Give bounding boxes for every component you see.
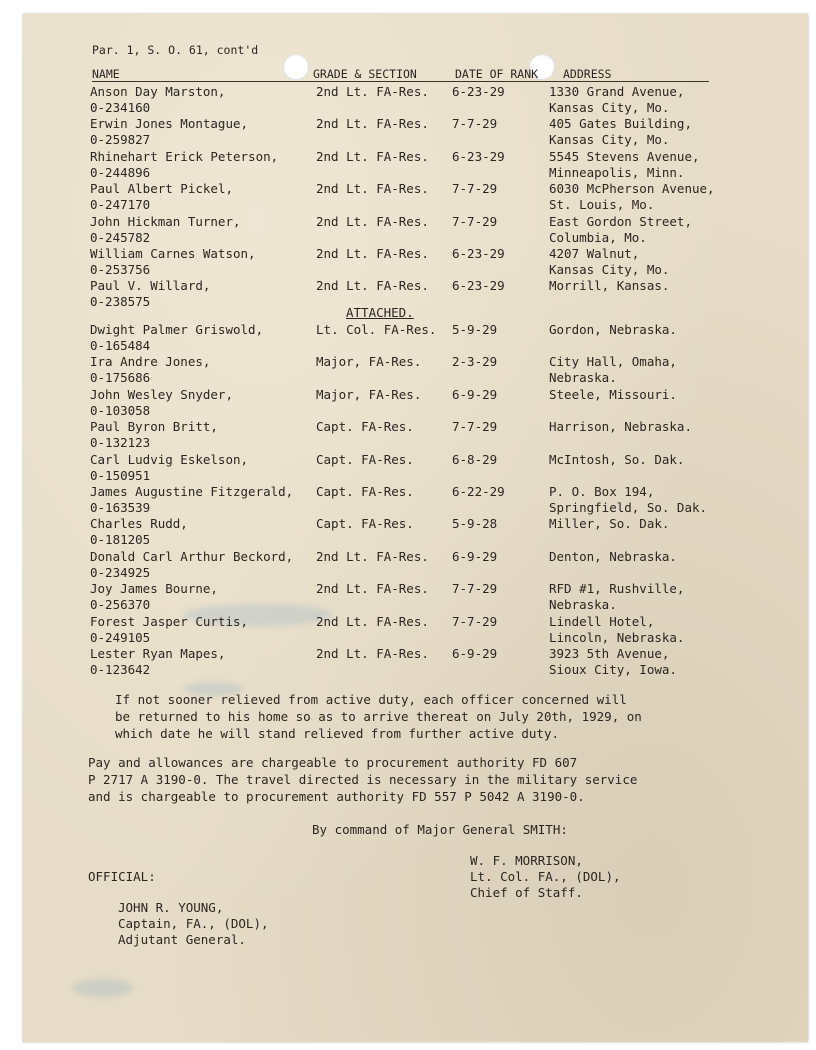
order-reference: Par. 1, S. O. 61, cont'd (92, 43, 259, 57)
officer-address-line: East Gordon Street, (549, 213, 692, 229)
officer-address-line: 3923 5th Avenue, (549, 646, 670, 661)
officer-date-of-rank: 7-7-29 (452, 613, 498, 629)
officer-name: Paul V. Willard, (90, 278, 211, 294)
officer-name: Erwin Jones Montague, (90, 116, 249, 132)
officer-name: Paul Byron Britt, (90, 419, 218, 435)
officer-serial-number: 0-259827 (90, 132, 151, 148)
paragraph-line: If not sooner relieved from active duty, each officer concerned will (115, 692, 627, 707)
officer-grade-section: 2nd Lt. FA-Res. (316, 181, 429, 197)
officer-grade-section: 2nd Lt. FA-Res. (316, 84, 429, 99)
officer-date-of-rank: 6-23-29 (452, 148, 505, 164)
signer-rank: Lt. Col. FA., (DOL), (470, 869, 621, 884)
officer-date-of-rank: 2-3-29 (452, 354, 498, 370)
officer-serial-number: 0-245782 (90, 229, 151, 245)
officer-address-line: Morrill, Kansas. (549, 278, 670, 294)
officer-address-line: City Hall, Omaha, (549, 354, 677, 370)
officer-serial-number: 0-163539 (90, 500, 151, 515)
officer-name: Lester Ryan Mapes, (90, 646, 226, 661)
officer-grade-section: Capt. FA-Res. (316, 516, 414, 532)
officer-name: William Carnes Watson, (90, 246, 256, 261)
officer-serial-number: 0-234925 (90, 564, 151, 580)
officer-address-line: McIntosh, So. Dak. (549, 451, 685, 467)
paragraph-line: P 2717 A 3190-0. The travel directed is necessary in the military service (88, 772, 638, 787)
officer-address-line: Nebraska. (549, 597, 617, 613)
officer-date-of-rank: 6-9-29 (452, 386, 498, 402)
officer-name: John Wesley Snyder, (90, 386, 233, 402)
officer-date-of-rank: 6-22-29 (452, 484, 505, 499)
officer-grade-section: 2nd Lt. FA-Res. (316, 278, 429, 294)
officer-address-line: Harrison, Nebraska. (549, 419, 692, 435)
officer-date-of-rank: 6-8-29 (452, 451, 498, 467)
officer-address-line: Sioux City, Iowa. (549, 662, 677, 677)
officer-date-of-rank: 7-7-29 (452, 581, 498, 597)
officer-date-of-rank: 6-9-29 (452, 548, 498, 564)
officer-grade-section: Capt. FA-Res. (316, 451, 414, 467)
official-label: OFFICIAL: (88, 869, 156, 884)
officer-serial-number: 0-256370 (90, 597, 151, 613)
command-line: By command of Major General SMITH: (312, 822, 568, 837)
officer-address-line: Steele, Missouri. (549, 386, 677, 402)
column-header-address: ADDRESS (563, 67, 612, 81)
officer-grade-section: 2nd Lt. FA-Res. (316, 581, 429, 597)
officer-date-of-rank: 6-9-29 (452, 646, 498, 661)
officer-date-of-rank: 5-9-28 (452, 516, 498, 532)
officer-address-line: Minneapolis, Minn. (549, 164, 685, 180)
officer-address-line: 5545 Stevens Avenue, (549, 148, 700, 164)
officer-grade-section: 2nd Lt. FA-Res. (316, 548, 429, 564)
officer-serial-number: 0-253756 (90, 262, 151, 277)
signer-name: W. F. MORRISON, (470, 853, 583, 868)
officer-date-of-rank: 7-7-29 (452, 116, 498, 132)
officer-name: Dwight Palmer Griswold, (90, 322, 264, 337)
officer-name: Rhinehart Erick Peterson, (90, 148, 279, 164)
officer-date-of-rank: 6-23-29 (452, 84, 505, 99)
ink-smudge (73, 979, 133, 997)
officer-address-line: RFD #1, Rushville, (549, 581, 685, 597)
attached-heading: ATTACHED. (346, 305, 414, 320)
officer-serial-number: 0-132123 (90, 435, 151, 451)
officer-name: Forest Jasper Curtis, (90, 613, 249, 629)
officer-serial-number: 0-249105 (90, 629, 151, 645)
officer-grade-section: 2nd Lt. FA-Res. (316, 213, 429, 229)
officer-address-line: Kansas City, Mo. (549, 100, 670, 115)
officer-serial-number: 0-165484 (90, 338, 151, 353)
column-header-grade: GRADE & SECTION (313, 67, 417, 81)
officer-name: Ira Andre Jones, (90, 354, 211, 370)
officer-serial-number: 0-103058 (90, 402, 151, 418)
officer-address-line: Lindell Hotel, (549, 613, 655, 629)
officer-address-line: Denton, Nebraska. (549, 548, 677, 564)
officer-serial-number: 0-181205 (90, 532, 151, 548)
officer-address-line: 1330 Grand Avenue, (549, 84, 685, 99)
officer-serial-number: 0-234160 (90, 100, 151, 115)
officer-date-of-rank: 7-7-29 (452, 419, 498, 435)
officer-grade-section: Capt. FA-Res. (316, 419, 414, 435)
officer-grade-section: 2nd Lt. FA-Res. (316, 116, 429, 132)
officer-grade-section: Lt. Col. FA-Res. (316, 322, 437, 337)
officer-address-line: P. O. Box 194, (549, 484, 655, 499)
officer-serial-number: 0-150951 (90, 467, 151, 483)
officer-date-of-rank: 7-7-29 (452, 181, 498, 197)
adjutant-name: JOHN R. YOUNG, (118, 900, 224, 915)
officer-address-line: Kansas City, Mo. (549, 262, 670, 277)
paragraph-line: which date he will stand relieved from further active duty. (115, 726, 560, 741)
officer-serial-number: 0-238575 (90, 294, 151, 310)
officer-address-line: Kansas City, Mo. (549, 132, 670, 148)
officer-address-line: Miller, So. Dak. (549, 516, 670, 532)
officer-grade-section: 2nd Lt. FA-Res. (316, 246, 429, 261)
paragraph-line: be returned to his home so as to arrive thereat on July 20th, 1929, on (115, 709, 642, 724)
officer-name: Carl Ludvig Eskelson, (90, 451, 249, 467)
officer-date-of-rank: 5-9-29 (452, 322, 498, 337)
signer-title: Chief of Staff. (470, 885, 583, 900)
officer-name: Anson Day Marston, (90, 84, 226, 99)
column-header-date: DATE OF RANK (455, 67, 539, 81)
officer-serial-number: 0-175686 (90, 370, 151, 386)
officer-grade-section: Major, FA-Res. (316, 386, 422, 402)
punch-hole (283, 54, 309, 80)
paragraph-line: Pay and allowances are chargeable to procurement authority FD 607 (88, 755, 578, 770)
officer-date-of-rank: 6-23-29 (452, 246, 505, 261)
officer-address-line: 405 Gates Building, (549, 116, 692, 132)
officer-grade-section: 2nd Lt. FA-Res. (316, 613, 429, 629)
officer-address-line: Nebraska. (549, 370, 617, 386)
officer-name: James Augustine Fitzgerald, (90, 484, 294, 499)
officer-grade-section: 2nd Lt. FA-Res. (316, 646, 429, 661)
officer-grade-section: 2nd Lt. FA-Res. (316, 148, 429, 164)
officer-serial-number: 0-247170 (90, 197, 151, 213)
officer-address-line: Lincoln, Nebraska. (549, 629, 685, 645)
officer-date-of-rank: 7-7-29 (452, 213, 498, 229)
officer-address-line: Gordon, Nebraska. (549, 322, 677, 337)
officer-serial-number: 0-123642 (90, 662, 151, 677)
officer-name: Charles Rudd, (90, 516, 188, 532)
header-underline (92, 81, 709, 82)
officer-name: Joy James Bourne, (90, 581, 218, 597)
officer-address-line: St. Louis, Mo. (549, 197, 655, 213)
officer-address-line: Springfield, So. Dak. (549, 500, 708, 515)
officer-address-line: 4207 Walnut, (549, 246, 640, 261)
officer-name: John Hickman Turner, (90, 213, 241, 229)
officer-grade-section: Major, FA-Res. (316, 354, 422, 370)
officer-address-line: Columbia, Mo. (549, 229, 647, 245)
officer-grade-section: Capt. FA-Res. (316, 484, 414, 499)
officer-address-line: 6030 McPherson Avenue, (549, 181, 715, 197)
column-header-name: NAME (92, 67, 120, 81)
officer-name: Paul Albert Pickel, (90, 181, 233, 197)
adjutant-rank: Captain, FA., (DOL), (118, 916, 269, 931)
officer-serial-number: 0-244896 (90, 164, 151, 180)
adjutant-title: Adjutant General. (118, 932, 246, 947)
officer-name: Donald Carl Arthur Beckord, (90, 548, 294, 564)
officer-date-of-rank: 6-23-29 (452, 278, 505, 294)
paragraph-line: and is chargeable to procurement authority FD 557 P 5042 A 3190-0. (88, 789, 585, 804)
